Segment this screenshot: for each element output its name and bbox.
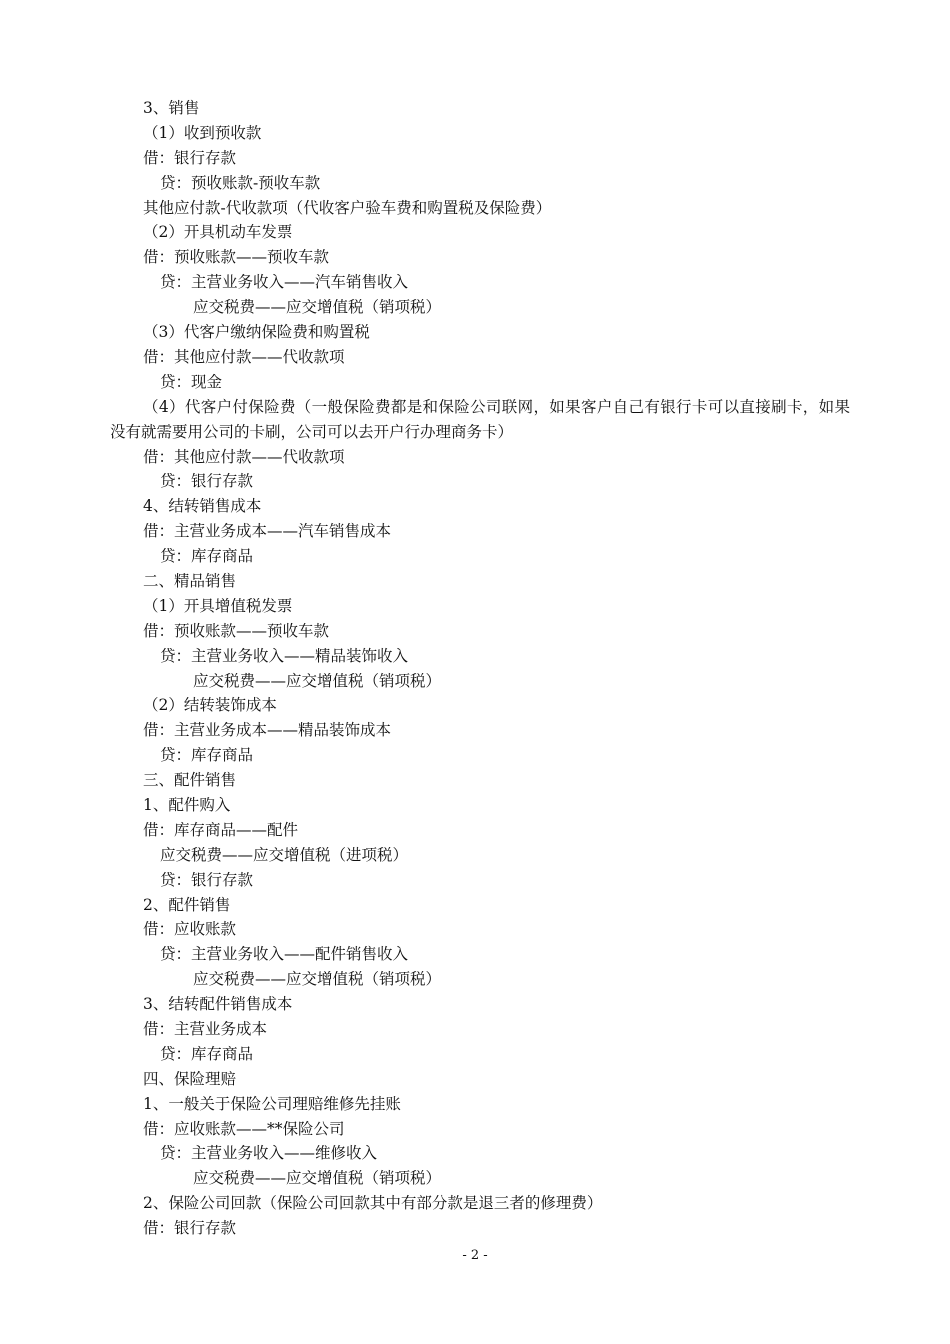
- debit-line: 借：其他应付款——代收款项: [143, 347, 345, 366]
- debit-line: 借：应收账款: [143, 920, 237, 939]
- credit-line: 贷：现金: [160, 372, 223, 391]
- subheading-cost-transfer: 4、结转销售成本: [143, 497, 262, 516]
- paragraph-insurance-payment: （4）代客户付保险费（一般保险费都是和保险公司联网，如果客户自己有银行卡可以直接刷卡，如果没有就需要用公司的卡刷，公司可以去开户行办理商务卡）: [110, 397, 850, 441]
- credit-line: 贷：主营业务收入——维修收入: [160, 1144, 378, 1163]
- credit-line: 贷：主营业务收入——汽车销售收入: [160, 273, 409, 292]
- document-body: [110, 96, 850, 1241]
- subheading-advance-receipt: （1）收到预收款: [143, 123, 262, 142]
- credit-line: 贷：银行存款: [160, 870, 254, 889]
- subheading-claim-repair: 1、一般关于保险公司理赔维修先挂账: [143, 1094, 401, 1113]
- debit-continuation-line: 应交税费——应交增值税（进项税）: [160, 845, 409, 864]
- credit-line: 贷：库存商品: [160, 746, 254, 765]
- debit-line: 借：主营业务成本——汽车销售成本: [143, 522, 392, 541]
- subheading-parts-purchase: 1、配件购入: [143, 795, 231, 814]
- heading-boutique-sales: 二、精品销售: [143, 571, 237, 590]
- debit-line: 借：主营业务成本——精品装饰成本: [143, 721, 392, 740]
- credit-continuation-line: 应交税费——应交增值税（销项税）: [193, 298, 442, 317]
- subheading-vehicle-invoice: （2）开具机动车发票: [143, 223, 293, 242]
- credit-line: 贷：主营业务收入——精品装饰收入: [160, 646, 409, 665]
- credit-line: 贷：预收账款-预收车款: [160, 173, 321, 192]
- debit-line: 借：其他应付款——代收款项: [143, 447, 345, 466]
- debit-line: 借：银行存款: [143, 1219, 237, 1238]
- debit-line: 借：银行存款: [143, 148, 237, 167]
- subheading-decoration-cost: （2）结转装饰成本: [143, 696, 277, 715]
- credit-continuation-line: 应交税费——应交增值税（销项税）: [193, 1169, 442, 1188]
- subheading-parts-cost-transfer: 3、结转配件销售成本: [143, 995, 293, 1014]
- heading-insurance-claims: 四、保险理赔: [143, 1069, 237, 1088]
- credit-continuation-line: 应交税费——应交增值税（销项税）: [193, 671, 442, 690]
- credit-line: 贷：库存商品: [160, 1044, 254, 1063]
- debit-line: 借：应收账款——**保险公司: [143, 1119, 345, 1138]
- credit-continuation-line: 应交税费——应交增值税（销项税）: [193, 970, 442, 989]
- subheading-insurance-tax-payment: （3）代客户缴纳保险费和购置税: [143, 323, 370, 342]
- subheading-parts-sale: 2、配件销售: [143, 895, 231, 914]
- heading-sales: 3、销售: [143, 99, 200, 117]
- debit-line: 借：主营业务成本: [143, 1019, 268, 1038]
- subheading-insurer-repayment: 2、保险公司回款（保险公司回款其中有部分款是退三者的修理费）: [143, 1194, 603, 1213]
- page-number: - 2 -: [462, 1248, 488, 1263]
- credit-line: 贷：主营业务收入——配件销售收入: [160, 945, 409, 964]
- credit-line: 贷：银行存款: [160, 472, 254, 491]
- subheading-vat-invoice: （1）开具增值税发票: [143, 596, 293, 615]
- debit-line: 借：预收账款——预收车款: [143, 248, 330, 267]
- heading-parts-sales: 三、配件销售: [143, 771, 237, 790]
- credit-continuation-line: 其他应付款-代收款项（代收客户验车费和购置税及保险费）: [143, 198, 552, 217]
- debit-line: 借：预收账款——预收车款: [143, 621, 330, 640]
- debit-line: 借：库存商品——配件: [143, 820, 299, 839]
- credit-line: 贷：库存商品: [160, 547, 254, 566]
